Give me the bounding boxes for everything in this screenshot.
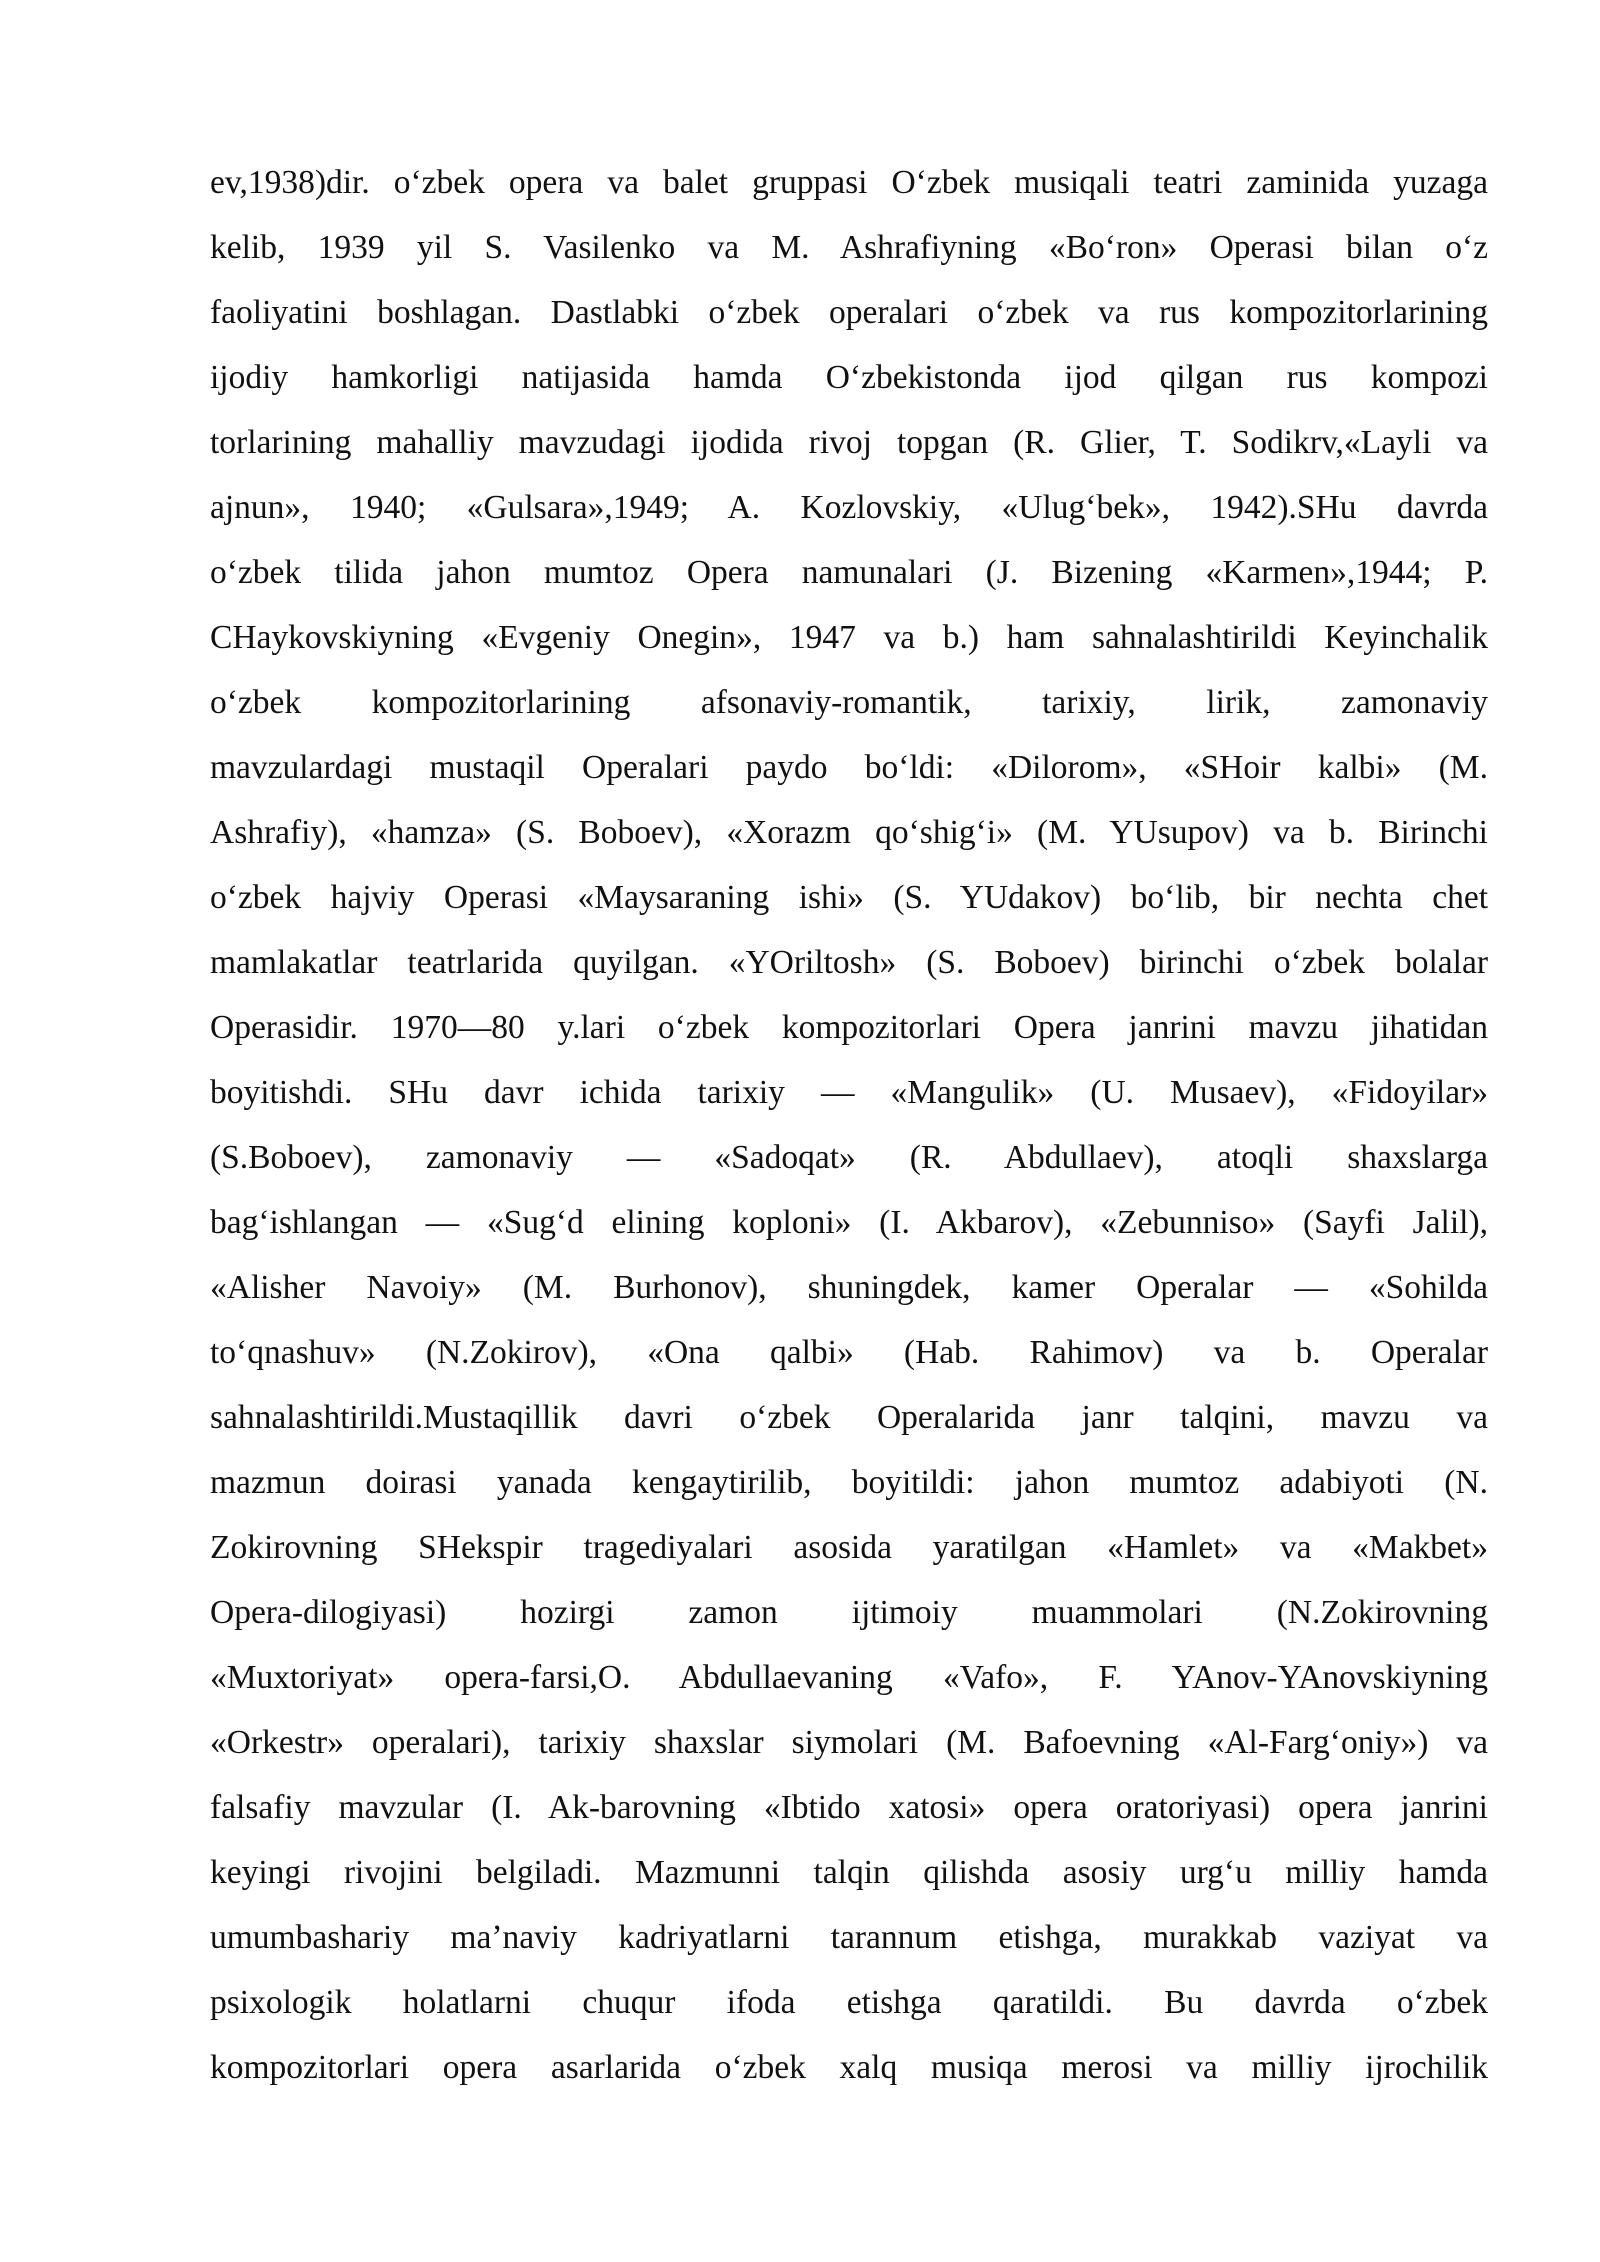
- text-line: «Orkestr» operalari), tarixiy shaxslar siymolari (M. Bafoevning «Al-Fargʻoniy») va: [210, 1724, 1488, 1761]
- text-line: kelib, 1939 yil S. Vasilenko va M. Ashrafiyning «Boʻron» Operasi bilan oʻz: [210, 229, 1488, 266]
- text-line: Opera-dilogiyasi) hozirgi zamon ijtimoiy muammolari (N.Zokirovning: [210, 1594, 1488, 1631]
- text-line: ijodiy hamkorligi natijasida hamda Oʻzbekistonda ijod qilgan rus kompozi: [210, 359, 1488, 396]
- text-line: oʻzbek hajviy Operasi «Maysaraning ishi» (S. YUdakov) boʻlib, bir nechta chet: [210, 879, 1488, 916]
- text-line: (S.Boboev), zamonaviy — «Sadoqat» (R. Abdullaev), atoqli shaxslarga: [210, 1139, 1488, 1176]
- text-line: boyitishdi. SHu davr ichida tarixiy — «Mangulik» (U. Musaev), «Fidoyilar»: [210, 1074, 1488, 1111]
- text-line: «Muxtoriyat» opera-farsi,O. Abdullaevaning «Vafo», F. YAnov-YAnovskiyning: [210, 1659, 1488, 1696]
- text-line: Ashrafiy), «hamza» (S. Boboev), «Xorazm qoʻshigʻi» (M. YUsupov) va b. Birinchi: [210, 814, 1488, 851]
- text-line: bagʻishlangan — «Sugʻd elining koploni» (I. Akbarov), «Zebunniso» (Sayfi Jalil),: [210, 1204, 1488, 1241]
- text-line: torlarining mahalliy mavzudagi ijodida rivoj topgan (R. Glier, T. Sodikrv,«Layli va: [210, 424, 1488, 461]
- text-line: mamlakatlar teatrlarida quyilgan. «YOriltosh» (S. Boboev) birinchi oʻzbek bolalar: [210, 944, 1488, 981]
- text-line: ajnun», 1940; «Gulsara»,1949; A. Kozlovskiy, «Ulugʻbek», 1942).SHu davrda: [210, 489, 1488, 526]
- text-line: falsafiy mavzular (I. Ak-barovning «Ibtido xatosi» opera oratoriyasi) opera janrini: [210, 1789, 1488, 1826]
- text-line: ev,1938)dir. oʻzbek opera va balet gruppasi Oʻzbek musiqali teatri zaminida yuzaga: [210, 164, 1488, 201]
- text-line: Zokirovning SHekspir tragediyalari asosida yaratilgan «Hamlet» va «Makbet»: [210, 1529, 1488, 1566]
- text-line: oʻzbek kompozitorlarining afsonaviy-romantik, tarixiy, lirik, zamonaviy: [210, 684, 1488, 721]
- text-line: umumbashariy maʼnaviy kadriyatlarni tarannum etishga, murakkab vaziyat va: [210, 1919, 1488, 1956]
- text-line: toʻqnashuv» (N.Zokirov), «Ona qalbi» (Hab. Rahimov) va b. Operalar: [210, 1334, 1488, 1371]
- text-line: kompozitorlari opera asarlarida oʻzbek xalq musiqa merosi va milliy ijrochilik: [210, 2049, 1488, 2086]
- text-line: oʻzbek tilida jahon mumtoz Opera namunalari (J. Bizening «Karmen»,1944; P.: [210, 554, 1488, 591]
- text-line: CHaykovskiyning «Evgeniy Onegin», 1947 va b.) ham sahnalashtirildi Keyinchalik: [210, 619, 1488, 656]
- text-line: Operasidir. 1970—80 y.lari oʻzbek kompozitorlari Opera janrini mavzu jihatidan: [210, 1009, 1488, 1046]
- text-line: sahnalashtirildi.Mustaqillik davri oʻzbek Operalarida janr talqini, mavzu va: [210, 1399, 1488, 1436]
- body-text: [210, 150, 1488, 2100]
- text-line: psixologik holatlarni chuqur ifoda etishga qaratildi. Bu davrda oʻzbek: [210, 1984, 1488, 2021]
- text-line: faoliyatini boshlagan. Dastlabki oʻzbek operalari oʻzbek va rus kompozitorlarining: [210, 294, 1488, 331]
- text-line: mazmun doirasi yanada kengaytirilib, boyitildi: jahon mumtoz adabiyoti (N.: [210, 1464, 1488, 1501]
- text-line: keyingi rivojini belgiladi. Mazmunni talqin qilishda asosiy urgʻu milliy hamda: [210, 1854, 1488, 1891]
- text-line: «Alisher Navoiy» (M. Burhonov), shuningdek, kamer Operalar — «Sohilda: [210, 1269, 1488, 1306]
- text-line: mavzulardagi mustaqil Operalari paydo boʻldi: «Dilorom», «SHoir kalbi» (M.: [210, 749, 1488, 786]
